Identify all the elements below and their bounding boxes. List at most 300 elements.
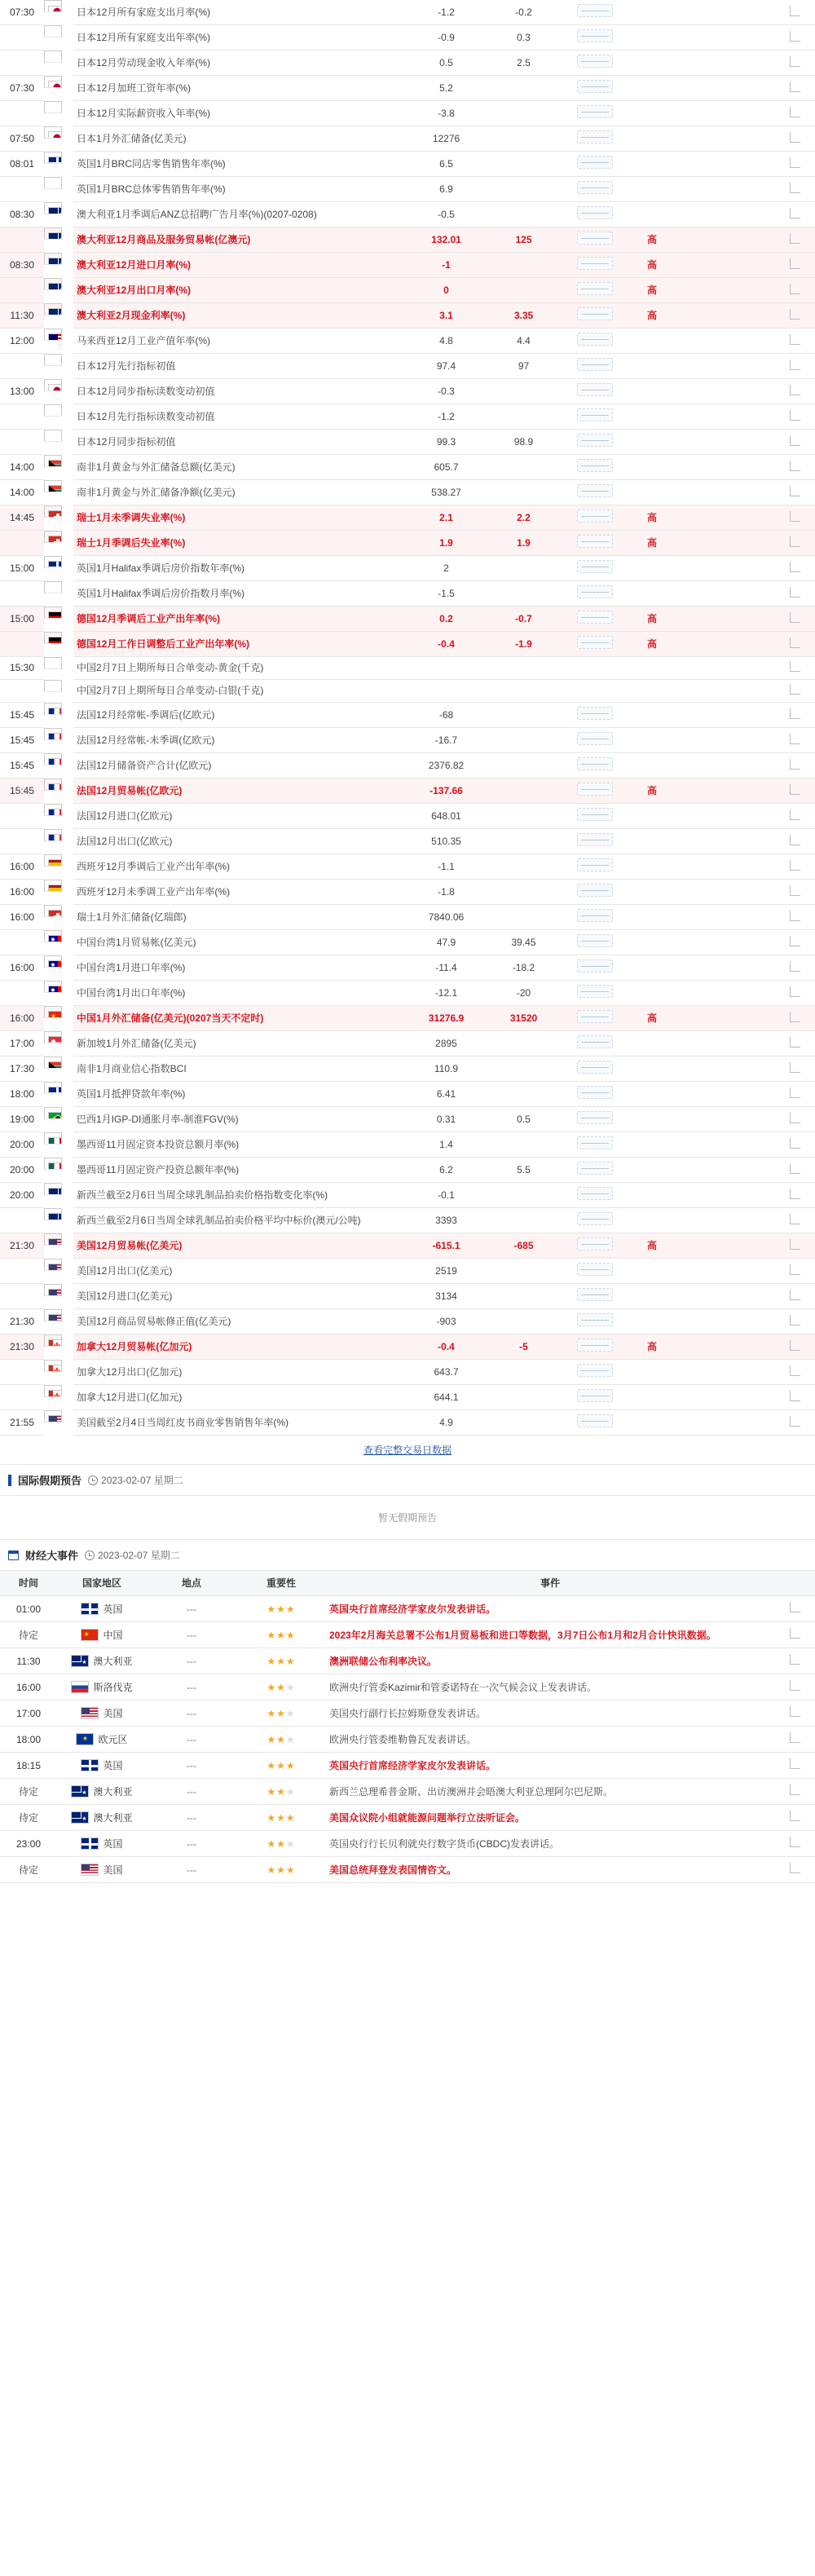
calendar-sparkline[interactable] [562, 480, 628, 505]
calendar-sparkline[interactable] [562, 1233, 628, 1259]
calendar-importance-badge [628, 126, 676, 152]
calendar-sparkline[interactable] [562, 880, 628, 905]
calendar-importance-badge [628, 955, 676, 981]
row-expand-icon[interactable] [774, 753, 815, 779]
calendar-sparkline[interactable] [562, 126, 628, 152]
row-expand-icon[interactable] [774, 1158, 815, 1183]
event-description[interactable]: 英国央行首席经济学家皮尔发表讲话。 [326, 1753, 774, 1779]
calendar-row [0, 955, 815, 981]
event-country-label: 中国 [103, 1629, 123, 1641]
calendar-indicator-name[interactable]: 瑞士1月外汇储备(亿瑞郎) [73, 905, 408, 930]
calendar-indicator-name[interactable]: 马来西亚12月工业产值年率(%) [73, 329, 408, 354]
calendar-forecast-value [485, 379, 562, 404]
row-expand-icon[interactable] [774, 76, 815, 101]
calendar-sparkline[interactable] [562, 152, 628, 177]
calendar-row-time [0, 1259, 44, 1284]
calendar-row [0, 177, 815, 202]
calendar-row-spacer [676, 829, 774, 854]
row-expand-icon[interactable] [774, 1056, 815, 1082]
event-time: 01:00 [0, 1596, 57, 1622]
calendar-previous-value: 6.5 [408, 152, 485, 177]
row-expand-icon[interactable] [774, 379, 815, 404]
calendar-sparkline[interactable] [562, 1284, 628, 1309]
calendar-indicator-name[interactable]: 日本12月实际薪资收入年率(%) [73, 101, 408, 126]
calendar-indicator-name[interactable]: 澳大利亚12月出口月率(%) [73, 278, 408, 303]
calendar-indicator-name[interactable]: 中国1月外汇储备(亿美元)(0207当天不定时) [73, 1006, 408, 1031]
event-description[interactable]: 英国央行行长贝利就央行数字货币(CBDC)发表讲话。 [326, 1831, 774, 1857]
calendar-indicator-name[interactable]: 西班牙12月未季调工业产出年率(%) [73, 880, 408, 905]
calendar-sparkline[interactable] [562, 404, 628, 430]
calendar-indicator-name[interactable]: 日本1月外汇储备(亿美元) [73, 126, 408, 152]
calendar-sparkline[interactable] [562, 1132, 628, 1158]
row-expand-icon[interactable] [774, 1674, 815, 1700]
calendar-forecast-value: 0.3 [485, 25, 562, 51]
calendar-indicator-name[interactable]: 南非1月商业信心指数BCI [73, 1056, 408, 1082]
flag-icon-jp [44, 379, 62, 391]
calendar-sparkline[interactable] [562, 1158, 628, 1183]
calendar-indicator-name[interactable]: 美国12月出口(亿美元) [73, 1259, 408, 1284]
events-table-row [0, 1648, 815, 1674]
row-expand-icon[interactable] [774, 556, 815, 581]
calendar-sparkline[interactable] [562, 531, 628, 556]
event-time: 待定 [0, 1779, 57, 1805]
calendar-sparkline[interactable] [562, 1056, 628, 1082]
calendar-row-spacer [676, 1259, 774, 1284]
row-expand-icon[interactable] [774, 1622, 815, 1648]
calendar-forecast-value: 3.35 [485, 303, 562, 329]
calendar-row-time: 08:30 [0, 253, 44, 278]
calendar-previous-value: 1.9 [408, 531, 485, 556]
row-expand-icon[interactable] [774, 1183, 815, 1208]
row-expand-icon[interactable] [774, 1006, 815, 1031]
calendar-indicator-name[interactable]: 德国12月季调后工业产出年率(%) [73, 607, 408, 632]
calendar-row [0, 680, 815, 703]
row-expand-icon[interactable] [774, 354, 815, 379]
calendar-row-spacer [676, 430, 774, 455]
calendar-row [0, 1158, 815, 1183]
calendar-importance-badge [628, 854, 676, 880]
row-expand-icon[interactable] [774, 581, 815, 607]
flag-icon-fr [44, 804, 62, 816]
calendar-indicator-name[interactable]: 日本12月先行指标初值 [73, 354, 408, 379]
row-expand-icon[interactable] [774, 1082, 815, 1107]
row-expand-icon[interactable] [774, 779, 815, 804]
calendar-forecast-value: 1.9 [485, 531, 562, 556]
calendar-row-time [0, 829, 44, 854]
calendar-previous-value: -0.5 [408, 202, 485, 227]
calendar-importance-badge [628, 480, 676, 505]
row-expand-icon[interactable] [774, 253, 815, 278]
event-description[interactable]: 新西兰总理希普金斯、出访澳洲并会晤澳大利亚总理阿尔巴尼斯。 [326, 1779, 774, 1805]
flag-icon-my [44, 329, 62, 341]
calendar-sparkline[interactable] [562, 430, 628, 455]
calendar-sparkline[interactable] [562, 829, 628, 854]
row-expand-icon[interactable] [774, 829, 815, 854]
calendar-indicator-name[interactable]: 英国1月BRC同店零售销售年率(%) [73, 152, 408, 177]
calendar-sparkline[interactable] [562, 1082, 628, 1107]
row-expand-icon[interactable] [774, 0, 815, 25]
event-country-label: 美国 [103, 1707, 123, 1719]
calendar-previous-value [408, 657, 485, 680]
event-description[interactable]: 澳洲联储公布利率决议。 [326, 1648, 774, 1674]
events-table [0, 1571, 815, 1883]
calendar-previous-value: -12.1 [408, 981, 485, 1006]
row-expand-icon[interactable] [774, 1360, 815, 1385]
calendar-sparkline[interactable] [562, 930, 628, 955]
calendar-sparkline[interactable] [562, 51, 628, 76]
calendar-sparkline[interactable] [562, 25, 628, 51]
calendar-indicator-name[interactable]: 日本12月所有家庭支出月率(%) [73, 0, 408, 25]
calendar-sparkline[interactable] [562, 1259, 628, 1284]
calendar-row-time [0, 531, 44, 556]
row-expand-icon[interactable] [774, 1805, 815, 1831]
calendar-sparkline[interactable] [562, 632, 628, 657]
event-country-label: 英国 [103, 1837, 123, 1850]
calendar-previous-value: 644.1 [408, 1385, 485, 1410]
event-importance-stars: ★★★ [236, 1674, 326, 1700]
calendar-indicator-name[interactable]: 新加坡1月外汇储备(亿美元) [73, 1031, 408, 1056]
calendar-indicator-name[interactable]: 澳大利亚1月季调后ANZ总招聘广告月率(%)(0207-0208) [73, 202, 408, 227]
event-time: 11:30 [0, 1648, 57, 1674]
row-expand-icon[interactable] [774, 51, 815, 76]
calendar-row-spacer [676, 607, 774, 632]
calendar-indicator-name[interactable]: 法国12月出口(亿欧元) [73, 829, 408, 854]
flag-icon-au [44, 303, 62, 315]
calendar-sparkline[interactable] [562, 955, 628, 981]
calendar-indicator-name[interactable]: 法国12月经常帐-季调后(亿欧元) [73, 703, 408, 728]
calendar-indicator-name[interactable]: 瑞士1月未季调失业率(%) [73, 505, 408, 531]
calendar-sparkline[interactable] [562, 680, 628, 703]
row-expand-icon[interactable] [774, 430, 815, 455]
row-expand-icon[interactable] [774, 1259, 815, 1284]
calendar-previous-value: 0.5 [408, 51, 485, 76]
row-expand-icon[interactable] [774, 1309, 815, 1334]
row-expand-icon[interactable] [774, 505, 815, 531]
event-description[interactable]: 美国总统拜登发表国情咨文。 [326, 1857, 774, 1883]
row-expand-icon[interactable] [774, 329, 815, 354]
calendar-indicator-name[interactable]: 美国12月进口(亿美元) [73, 1284, 408, 1309]
row-expand-icon[interactable] [774, 303, 815, 329]
calendar-sparkline[interactable] [562, 728, 628, 753]
event-description[interactable]: 欧洲央行管委维勒鲁瓦发表讲话。 [326, 1727, 774, 1753]
row-expand-icon[interactable] [774, 607, 815, 632]
calendar-forecast-value [485, 455, 562, 480]
row-expand-icon[interactable] [774, 728, 815, 753]
calendar-sparkline[interactable] [562, 607, 628, 632]
calendar-sparkline[interactable] [562, 303, 628, 329]
calendar-sparkline[interactable] [562, 101, 628, 126]
events-header-cell: 国家地区 [57, 1571, 147, 1596]
calendar-row-time: 11:30 [0, 303, 44, 329]
calendar-row-spacer [676, 480, 774, 505]
calendar-indicator-name[interactable]: 英国1月BRC总体零售销售年率(%) [73, 177, 408, 202]
calendar-indicator-name[interactable]: 巴西1月IGP-DI通胀月率-制淮FGV(%) [73, 1107, 408, 1132]
calendar-indicator-name[interactable]: 中国台湾1月进口年率(%) [73, 955, 408, 981]
calendar-indicator-name[interactable]: 法国12月经常帐-未季调(亿欧元) [73, 728, 408, 753]
calendar-sparkline[interactable] [562, 905, 628, 930]
events-header-cell: 时间 [0, 1571, 57, 1596]
events-table-row [0, 1779, 815, 1805]
calendar-indicator-name[interactable]: 中国2月7日上期所每日合单变动-白银(千克) [73, 680, 408, 703]
calendar-importance-badge [628, 379, 676, 404]
holiday-section-date-wrap [88, 1473, 183, 1487]
calendar-forecast-value: 2.5 [485, 51, 562, 76]
row-expand-icon[interactable] [774, 1831, 815, 1857]
row-expand-icon[interactable] [774, 703, 815, 728]
event-location: --- [147, 1674, 236, 1700]
calendar-sparkline[interactable] [562, 253, 628, 278]
calendar-indicator-name[interactable]: 墨西哥11月固定资产投资总额年率(%) [73, 1158, 408, 1183]
calendar-sparkline[interactable] [562, 657, 628, 680]
view-full-data-link[interactable]: 查看完整交易日数据 [363, 1445, 452, 1456]
calendar-sparkline[interactable] [562, 455, 628, 480]
event-importance-stars: ★★★ [236, 1831, 326, 1857]
calendar-sparkline[interactable] [562, 581, 628, 607]
calendar-indicator-name[interactable]: 加拿大12月进口(亿加元) [73, 1385, 408, 1410]
calendar-indicator-name[interactable]: 墨西哥11月固定资本投资总额月率(%) [73, 1132, 408, 1158]
clock-icon [88, 1475, 98, 1485]
calendar-importance-badge [628, 1183, 676, 1208]
event-importance-stars: ★★★ [236, 1700, 326, 1727]
calendar-sparkline[interactable] [562, 1309, 628, 1334]
calendar-indicator-name[interactable]: 澳大利亚2月现金利率(%) [73, 303, 408, 329]
calendar-indicator-name[interactable]: 英国1月Halifax季调后房价指数月率(%) [73, 581, 408, 607]
calendar-forecast-value [485, 1082, 562, 1107]
row-expand-icon[interactable] [774, 1727, 815, 1753]
calendar-forecast-value [485, 703, 562, 728]
calendar-row-spacer [676, 379, 774, 404]
row-expand-icon[interactable] [774, 1410, 815, 1436]
flag-icon-mx [44, 1158, 62, 1170]
row-expand-icon[interactable] [774, 981, 815, 1006]
calendar-row-time: 15:45 [0, 703, 44, 728]
event-location: --- [147, 1596, 236, 1622]
row-expand-icon[interactable] [774, 804, 815, 829]
row-expand-icon[interactable] [774, 177, 815, 202]
row-expand-icon[interactable] [774, 854, 815, 880]
calendar-row [0, 531, 815, 556]
calendar-sparkline[interactable] [562, 329, 628, 354]
calendar-sparkline[interactable] [562, 1385, 628, 1410]
calendar-indicator-name[interactable]: 加拿大12月出口(亿加元) [73, 1360, 408, 1385]
calendar-forecast-value: -20 [485, 981, 562, 1006]
row-expand-icon[interactable] [774, 278, 815, 303]
calendar-row-time: 15:45 [0, 779, 44, 804]
calendar-importance-badge [628, 1309, 676, 1334]
calendar-indicator-name[interactable]: 日本12月劳动现金收入年率(%) [73, 51, 408, 76]
row-expand-icon[interactable] [774, 1132, 815, 1158]
calendar-row-spacer [676, 930, 774, 955]
row-expand-icon[interactable] [774, 1779, 815, 1805]
calendar-sparkline[interactable] [562, 202, 628, 227]
row-expand-icon[interactable] [774, 1700, 815, 1727]
calendar-sparkline[interactable] [562, 854, 628, 880]
calendar-sparkline[interactable] [562, 227, 628, 253]
event-country [57, 1857, 147, 1883]
event-location: --- [147, 1779, 236, 1805]
calendar-previous-value [408, 680, 485, 703]
calendar-indicator-name[interactable]: 法国12月进口(亿欧元) [73, 804, 408, 829]
event-description[interactable]: 2023年2月海关总署不公布1月贸易板和进口等数据，3月7日公布1月和2月合计快讯数据。 [326, 1622, 774, 1648]
calendar-indicator-name[interactable]: 加拿大12月贸易帐(亿加元) [73, 1334, 408, 1360]
calendar-sparkline[interactable] [562, 177, 628, 202]
row-expand-icon[interactable] [774, 1208, 815, 1233]
calendar-sparkline[interactable] [562, 1334, 628, 1360]
calendar-row-spacer [676, 0, 774, 25]
calendar-sparkline[interactable] [562, 505, 628, 531]
row-expand-icon[interactable] [774, 126, 815, 152]
calendar-indicator-name[interactable]: 英国1月抵押贷款年率(%) [73, 1082, 408, 1107]
calendar-indicator-name[interactable]: 日本12月同步指标读数变动初值 [73, 379, 408, 404]
event-description[interactable]: 欧洲央行管委Kazimir和管委诺特在一次气候会议上发表讲话。 [326, 1674, 774, 1700]
row-expand-icon[interactable] [774, 1385, 815, 1410]
row-expand-icon[interactable] [774, 531, 815, 556]
row-expand-icon[interactable] [774, 480, 815, 505]
calendar-indicator-name[interactable]: 南非1月黄金与外汇储备总额(亿美元) [73, 455, 408, 480]
calendar-sparkline[interactable] [562, 1183, 628, 1208]
calendar-importance-badge [628, 829, 676, 854]
calendar-sparkline[interactable] [562, 1107, 628, 1132]
row-expand-icon[interactable] [774, 1284, 815, 1309]
flag-icon-jp [44, 0, 62, 12]
row-expand-icon[interactable] [774, 25, 815, 51]
calendar-sparkline[interactable] [562, 1360, 628, 1385]
calendar-sparkline[interactable] [562, 1208, 628, 1233]
calendar-indicator-name[interactable]: 瑞士1月季调后失业率(%) [73, 531, 408, 556]
calendar-indicator-name[interactable]: 新西兰截至2月6日当周全球乳制品拍卖价格指数变化率(%) [73, 1183, 408, 1208]
calendar-sparkline[interactable] [562, 1410, 628, 1436]
row-expand-icon[interactable] [774, 905, 815, 930]
calendar-indicator-name[interactable]: 西班牙12月季调后工业产出年率(%) [73, 854, 408, 880]
row-expand-icon[interactable] [774, 1596, 815, 1622]
row-expand-icon[interactable] [774, 632, 815, 657]
calendar-row-spacer [676, 1410, 774, 1436]
row-expand-icon[interactable] [774, 930, 815, 955]
event-description[interactable]: 美国央行副行长拉姆斯登发表讲话。 [326, 1700, 774, 1727]
calendar-indicator-name[interactable]: 日本12月同步指标初值 [73, 430, 408, 455]
calendar-forecast-value [485, 829, 562, 854]
calendar-row-spacer [676, 1360, 774, 1385]
calendar-indicator-name[interactable]: 美国截至2月4日当周红皮书商业零售销售年率(%) [73, 1410, 408, 1436]
calendar-sparkline[interactable] [562, 1006, 628, 1031]
calendar-importance-badge [628, 404, 676, 430]
event-country-label: 斯洛伐克 [93, 1681, 133, 1693]
events-table-row [0, 1596, 815, 1622]
row-expand-icon[interactable] [774, 1233, 815, 1259]
calendar-sparkline[interactable] [562, 0, 628, 25]
calendar-row-time [0, 581, 44, 607]
events-table-row [0, 1674, 815, 1700]
calendar-sparkline[interactable] [562, 753, 628, 779]
calendar-sparkline[interactable] [562, 703, 628, 728]
calendar-indicator-name[interactable]: 英国1月Halifax季调后房价指数年率(%) [73, 556, 408, 581]
calendar-previous-value: -137.66 [408, 779, 485, 804]
row-expand-icon[interactable] [774, 680, 815, 703]
flag-icon-gb [81, 1603, 99, 1615]
calendar-indicator-name[interactable]: 中国台湾1月出口年率(%) [73, 981, 408, 1006]
calendar-indicator-name[interactable]: 德国12月工作日调整后工业产出年率(%) [73, 632, 408, 657]
calendar-forecast-value [485, 1132, 562, 1158]
flag-icon-sk [71, 1681, 89, 1693]
events-table-row [0, 1753, 815, 1779]
calendar-indicator-name[interactable]: 法国12月贸易帐(亿欧元) [73, 779, 408, 804]
calendar-row-spacer [676, 278, 774, 303]
calendar-sparkline[interactable] [562, 278, 628, 303]
calendar-sparkline[interactable] [562, 804, 628, 829]
calendar-indicator-name[interactable]: 美国12月商品贸易帐修正值(亿美元) [73, 1309, 408, 1334]
flag-icon-none [44, 177, 62, 189]
row-expand-icon[interactable] [774, 955, 815, 981]
event-description[interactable]: 英国央行首席经济学家皮尔发表讲话。 [326, 1596, 774, 1622]
calendar-row-time: 15:30 [0, 657, 44, 680]
calendar-indicator-name[interactable]: 法国12月储备资产合计(亿欧元) [73, 753, 408, 779]
calendar-previous-value: -903 [408, 1309, 485, 1334]
row-expand-icon[interactable] [774, 404, 815, 430]
calendar-indicator-name[interactable]: 澳大利亚12月商品及服务贸易帐(亿澳元) [73, 227, 408, 253]
flag-icon-jp [44, 76, 62, 88]
row-expand-icon[interactable] [774, 202, 815, 227]
calendar-indicator-name[interactable]: 南非1月黄金与外汇储备净额(亿美元) [73, 480, 408, 505]
calendar-row [0, 1360, 815, 1385]
event-country [57, 1779, 147, 1805]
calendar-indicator-name[interactable]: 美国12月贸易帐(亿美元) [73, 1233, 408, 1259]
event-country-label: 澳大利亚 [93, 1811, 133, 1824]
row-expand-icon[interactable] [774, 1334, 815, 1360]
calendar-row-time: 17:30 [0, 1056, 44, 1082]
calendar-indicator-name[interactable]: 中国2月7日上期所每日合单变动-黄金(千克) [73, 657, 408, 680]
row-expand-icon[interactable] [774, 657, 815, 680]
row-expand-icon[interactable] [774, 1857, 815, 1883]
calendar-importance-badge [628, 1107, 676, 1132]
calendar-row [0, 581, 815, 607]
row-expand-icon[interactable] [774, 101, 815, 126]
row-expand-icon[interactable] [774, 152, 815, 177]
row-expand-icon[interactable] [774, 1753, 815, 1779]
calendar-previous-value: -1.2 [408, 404, 485, 430]
calendar-row-spacer [676, 955, 774, 981]
calendar-indicator-name[interactable]: 日本12月加班工资年率(%) [73, 76, 408, 101]
calendar-forecast-value [485, 581, 562, 607]
calendar-indicator-name[interactable]: 新西兰截至2月6日当周全球乳制品拍卖价格平均中标价(澳元/公吨) [73, 1208, 408, 1233]
calendar-sparkline[interactable] [562, 981, 628, 1006]
flag-icon-gb [44, 1082, 62, 1094]
row-expand-icon[interactable] [774, 1107, 815, 1132]
calendar-previous-value: -1 [408, 253, 485, 278]
calendar-indicator-name[interactable]: 日本12月先行指标读数变动初值 [73, 404, 408, 430]
calendar-sparkline[interactable] [562, 779, 628, 804]
calendar-sparkline[interactable] [562, 354, 628, 379]
row-expand-icon[interactable] [774, 227, 815, 253]
calendar-row [0, 556, 815, 581]
calendar-sparkline[interactable] [562, 76, 628, 101]
calendar-sparkline[interactable] [562, 1031, 628, 1056]
calendar-indicator-name[interactable]: 日本12月所有家庭支出年率(%) [73, 25, 408, 51]
calendar-sparkline[interactable] [562, 379, 628, 404]
calendar-importance-badge: 高 [628, 253, 676, 278]
calendar-indicator-name[interactable]: 澳大利亚12月进口月率(%) [73, 253, 408, 278]
calendar-sparkline[interactable] [562, 556, 628, 581]
row-expand-icon[interactable] [774, 880, 815, 905]
calendar-indicator-name[interactable]: 中国台湾1月贸易帐(亿美元) [73, 930, 408, 955]
calendar-row-time: 07:50 [0, 126, 44, 152]
row-expand-icon[interactable] [774, 455, 815, 480]
row-expand-icon[interactable] [774, 1648, 815, 1674]
calendar-importance-badge: 高 [628, 278, 676, 303]
calendar-previous-value: 99.3 [408, 430, 485, 455]
event-description[interactable]: 美国众议院小组就能源问题举行立法听证会。 [326, 1805, 774, 1831]
row-expand-icon[interactable] [774, 1031, 815, 1056]
calendar-row-spacer [676, 126, 774, 152]
